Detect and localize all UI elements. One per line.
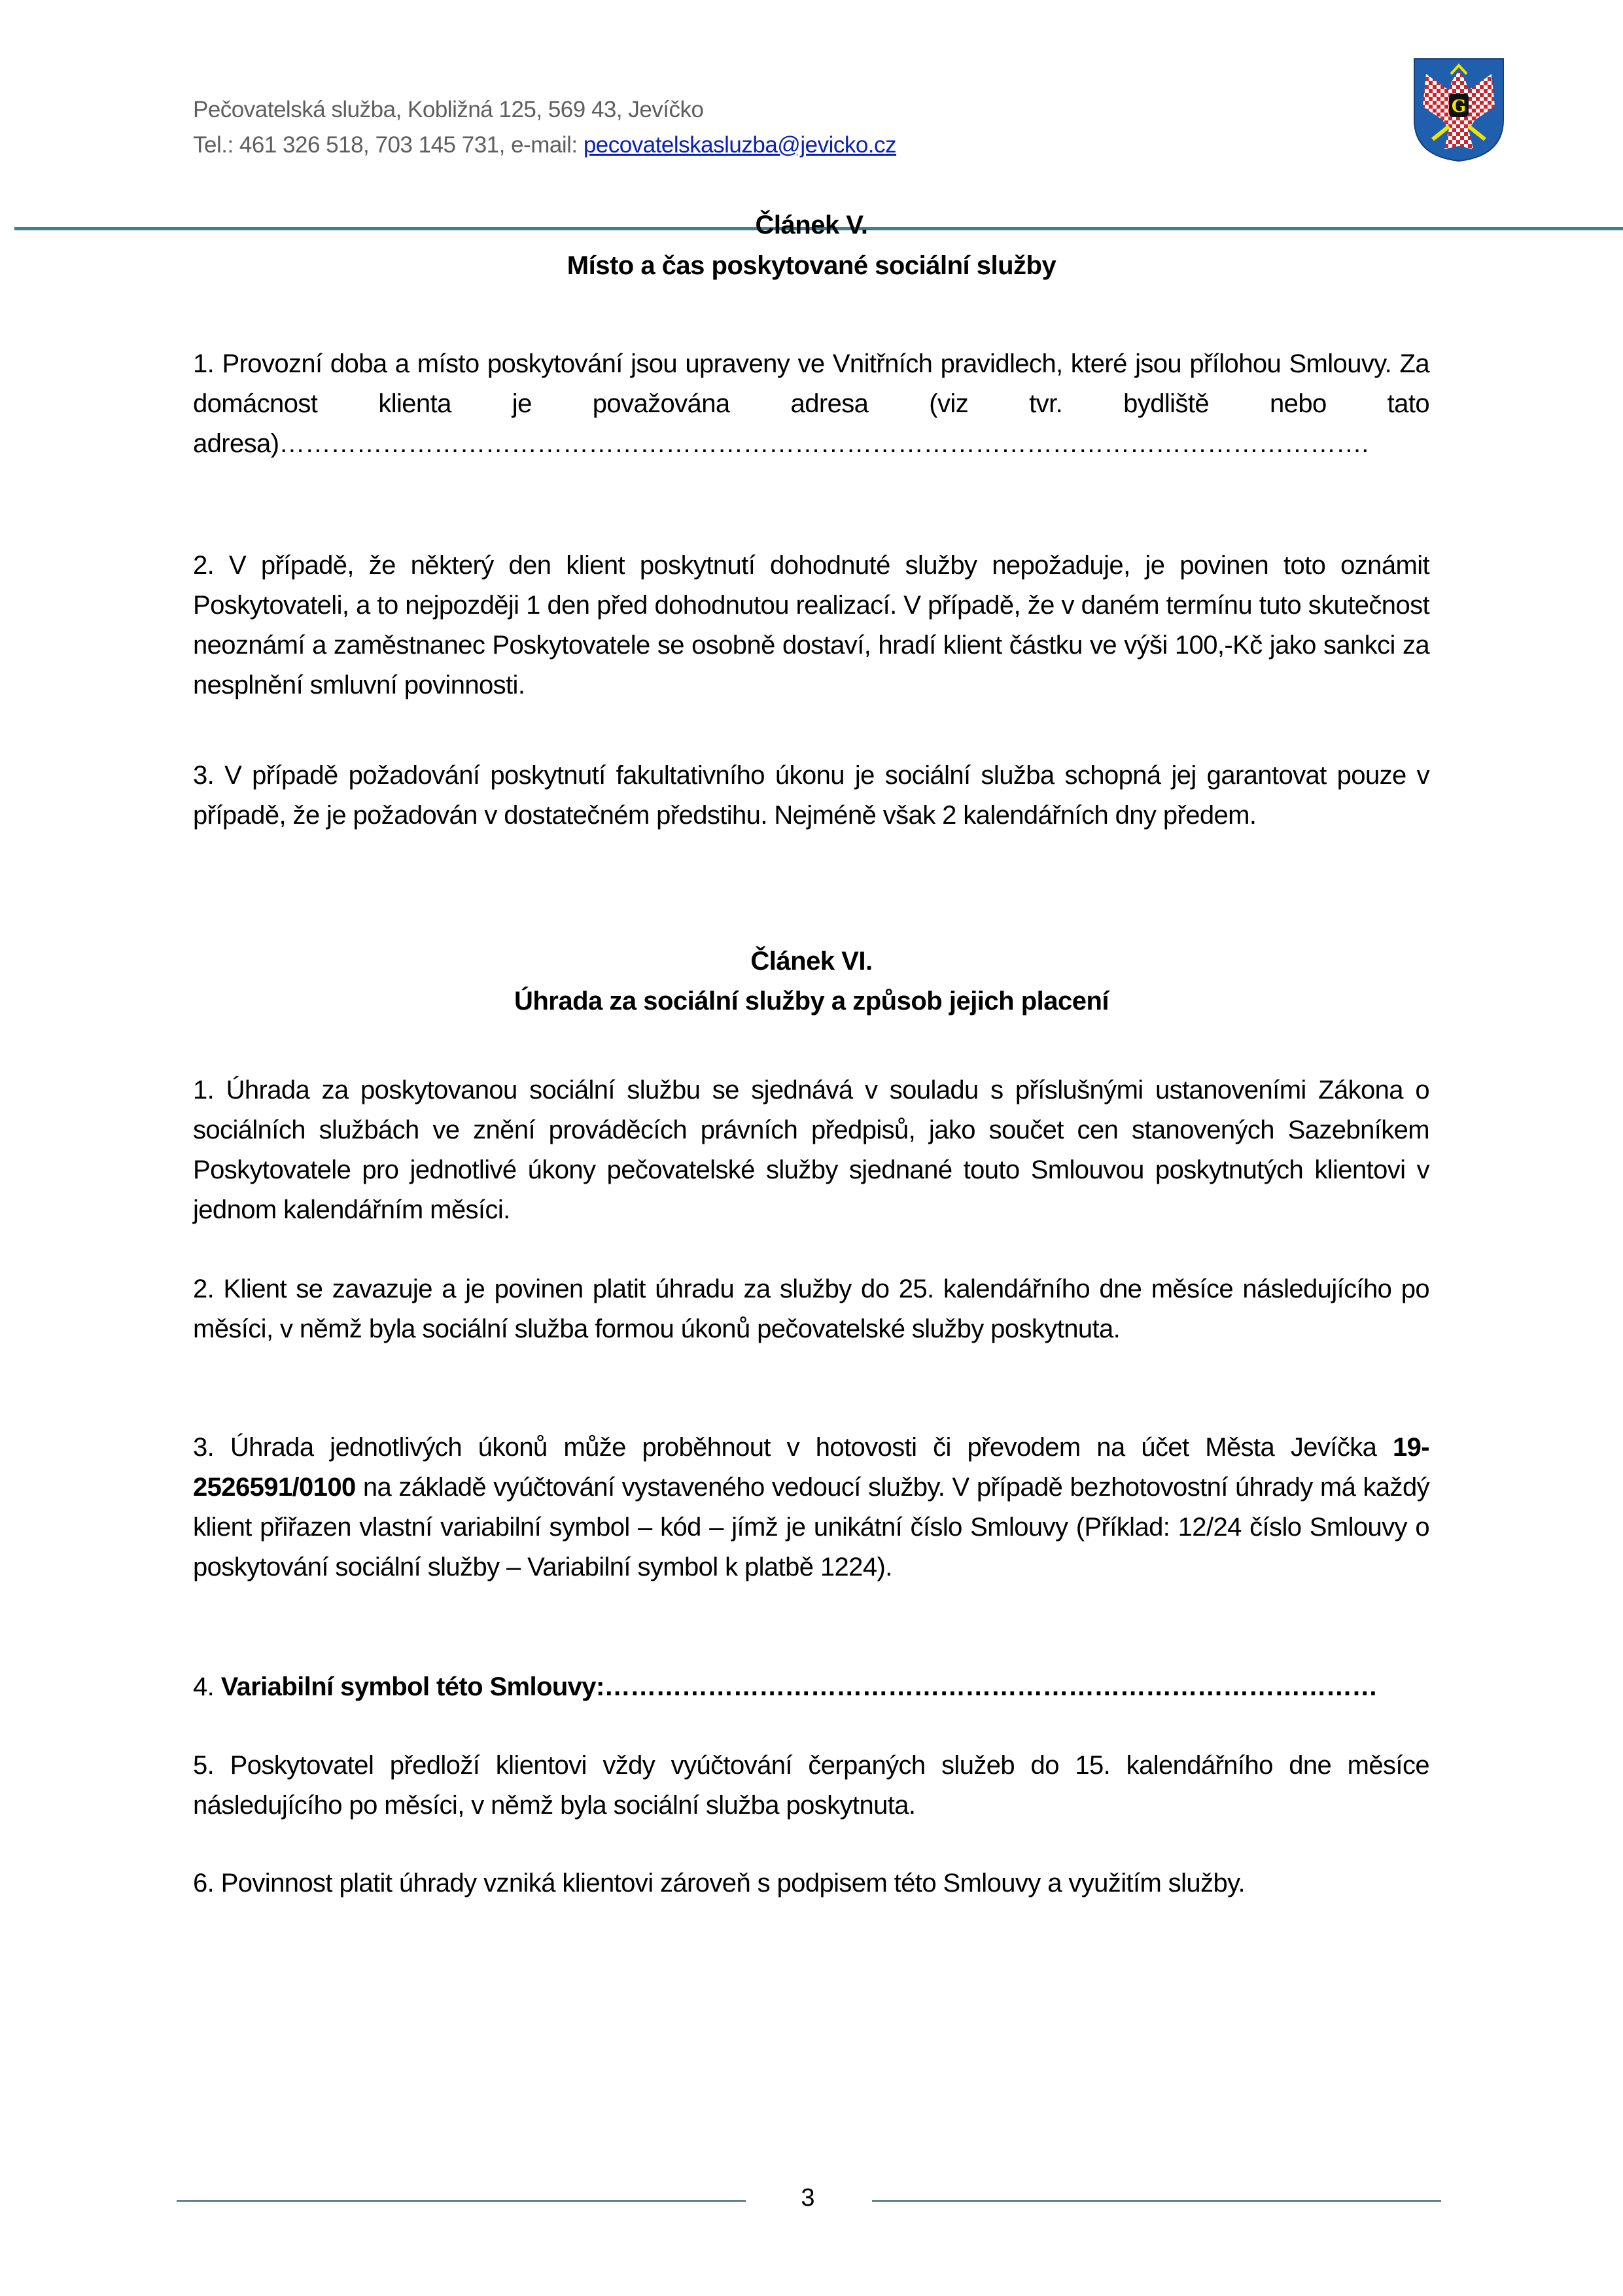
- paragraph-3-text-b: na základě vyúčtování vystaveného vedoucí služby. V případě bezhotovostní úhrady má každý klient přiřazen vlastní variabilní symbol – kód – jímž je unikátní číslo Smlouvy (Příklad: 12/24 číslo Smlouvy o poskytování sociální služby – Variabilní symbol k platbě 1224).: [193, 1473, 1429, 1581]
- article-6-paragraph-5: 5. Poskytovatel předloží klientovi vždy vyúčtování čerpaných služeb do 15. kalendářního dne měsíce následujícího po měsíci, v němž byla sociální služba poskytnuta.: [193, 1751, 1429, 1820]
- page-number: 3: [801, 2184, 815, 2212]
- article-5-title: Místo a čas poskytované sociální služby: [567, 251, 1056, 280]
- article-6-number: Článek VI.: [750, 947, 873, 976]
- article-6-paragraph-2: 2. Klient se zavazuje a je povinen platit úhradu za služby do 25. kalendářního dne měsíce následujícího po měsíci, v němž byla sociální služba formou úkonů pečovatelské služby poskytnuta.: [193, 1275, 1429, 1343]
- header-address: Pečovatelská služba, Kobližná 125, 569 43, Jevíčko: [193, 97, 704, 122]
- article-6-title: Úhrada za sociální služby a způsob jejich placení: [514, 987, 1109, 1016]
- variable-symbol-field: Variabilní symbol této Smlouvy:………………………………………………………………………………: [220, 1672, 1378, 1701]
- article-6-paragraph-3: [193, 1428, 1429, 1587]
- article-5-paragraph-1: 1. Provozní doba a místo poskytování jsou upraveny ve Vnitřních pravidlech, které jsou přílohou Smlouvy. Za domácnost klienta je považována adresa (viz tvr. bydliště nebo tato adresa)……………………………………………………………………………………………………………….: [193, 349, 1429, 458]
- article-5-number: Článek V.: [755, 211, 868, 239]
- paragraph-3-text-a: 3. Úhrada jednotlivých úkonů může proběhnout v hotovosti či převodem na účet Města Jevíčka: [193, 1433, 1393, 1462]
- footer-rule-left: [177, 2200, 746, 2202]
- svg-text:G: G: [1451, 97, 1467, 116]
- article-5-paragraph-2: 2. V případě, že některý den klient poskytnutí dohodnuté služby nepožaduje, je povinen toto oznámit Poskytovateli, a to nejpozději 1 den před dohodnutou realizací. V případě, že v daném termínu tuto skutečnost neoznámí a zaměstnanec Poskytovatele se osobně dostaví, hradí klient částku ve výši 100,-Kč jako sankci za nesplnění smluvní povinnosti.: [193, 551, 1429, 699]
- article-5-paragraph-3: 3. V případě požadování poskytnutí fakultativního úkonu je sociální služba schopná jej garantovat pouze v případě, že je požadován v dostatečném předstihu. Nejméně však 2 kalendářních dny předem.: [193, 761, 1429, 830]
- coat-of-arms-icon: [1413, 58, 1505, 162]
- header-phone: Tel.: 461 326 518, 703 145 731, e-mail:: [193, 132, 584, 158]
- paragraph-4-number: 4.: [193, 1672, 221, 1701]
- footer-rule-right: [872, 2200, 1441, 2202]
- bank-account-number: 19-2526591/0100: [193, 1433, 1429, 1502]
- header-contact: [193, 132, 896, 158]
- article-6-paragraph-4: [193, 1667, 1429, 1707]
- article-6-paragraph-1: 1. Úhrada za poskytovanou sociální službu se sjednává v souladu s příslušnými ustanoveními Zákona o sociálních službách ve znění prováděcích právních předpisů, jako součet cen stanovených Sazebníkem Poskytovatele pro jednotlivé úkony pečovatelské služby sjednané touto Smlouvou poskytnutých klientovi v jednom kalendářním měsíci.: [193, 1076, 1429, 1224]
- email-link[interactable]: pecovatelskasluzba@jevicko.cz: [583, 132, 897, 158]
- article-6-paragraph-6: 6. Povinnost platit úhrady vzniká klientovi zároveň s podpisem této Smlouvy a využitím služby.: [193, 1869, 1246, 1898]
